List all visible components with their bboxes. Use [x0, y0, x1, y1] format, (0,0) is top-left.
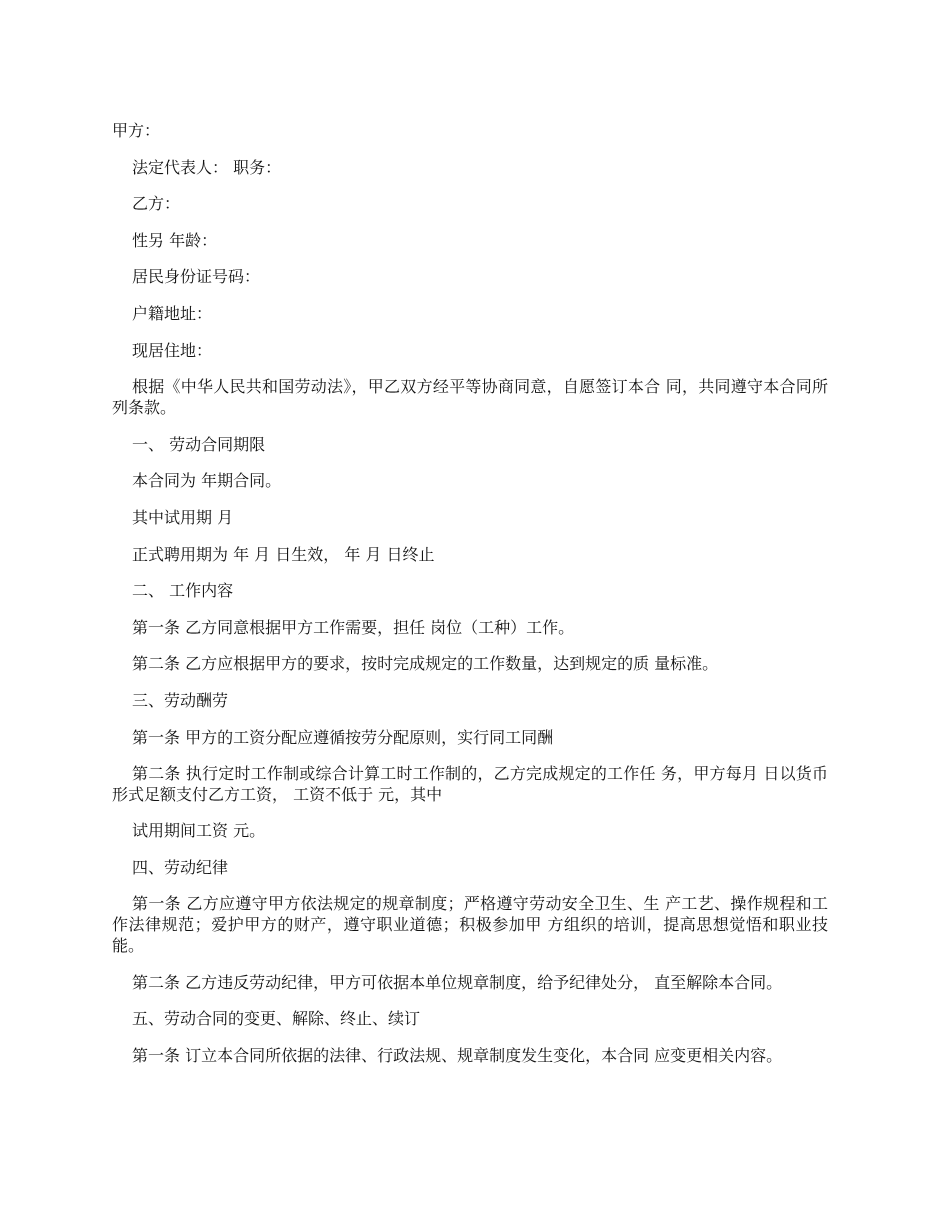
- section-heading-changes: 五、劳动合同的变更、解除、终止、续订: [132, 1009, 421, 1029]
- probation-wage-line: 试用期间工资 元。: [132, 821, 266, 841]
- contract-document: [112, 120, 828, 1082]
- pay-article-1: 第一条 甲方的工资分配应遵循按劳分配原则，实行同工同酬: [132, 727, 554, 747]
- section-heading-pay: 三、劳动酬劳: [132, 690, 229, 710]
- work-article-1: 第一条 乙方同意根据甲方工作需要，担任 岗位（工种）工作。: [132, 617, 575, 637]
- party-b-label: 乙方：: [132, 194, 181, 214]
- current-address-line: 现居住地：: [132, 340, 213, 360]
- discipline-article-2: 第二条 乙方违反劳动纪律，甲方可依据本单位规章制度，给予纪律处分， 直至解除本合同。: [132, 972, 783, 992]
- probation-paragraph: 其中试用期 月: [132, 507, 234, 527]
- formal-employment-paragraph: 正式聘用期为 年 月 日生效， 年 月 日终止: [132, 544, 435, 564]
- preamble-paragraph: 根据《中华人民共和国劳动法》，甲乙双方经平等协商同意，自愿签订本合 同，共同遵守本合同所列条款。: [112, 377, 828, 418]
- gender-age-line: 性另 年龄：: [132, 230, 218, 250]
- section-heading-discipline: 四、劳动纪律: [132, 857, 229, 877]
- section-heading-work: 二、 工作内容: [132, 581, 234, 601]
- section-heading-term: 一、 劳动合同期限: [132, 434, 266, 454]
- id-number-line: 居民身份证号码：: [132, 267, 261, 287]
- legal-representative-line: 法定代表人： 职务：: [132, 157, 282, 177]
- pay-article-2: 第二条 执行定时工作制或综合计算工时工作制的，乙方完成规定的工作任 务，甲方每月 日以货币形式足额支付乙方工资， 工资不低于 元，其中: [112, 764, 828, 805]
- household-address-line: 户籍地址：: [132, 303, 213, 323]
- work-article-2: 第二条 乙方应根据甲方的要求，按时完成规定的工作数量，达到规定的质 量标准。: [132, 654, 719, 674]
- contract-term-paragraph: 本合同为 年期合同。: [132, 471, 282, 491]
- changes-article-1: 第一条 订立本合同所依据的法律、行政法规、规章制度发生变化，本合同 应变更相关内容。: [132, 1046, 783, 1066]
- party-a-label: 甲方：: [112, 121, 161, 140]
- discipline-article-1: 第一条 乙方应遵守甲方依法规定的规章制度；严格遵守劳动安全卫生、生 产工艺、操作规程和工作法律规范；爱护甲方的财产，遵守职业道德；积极参加甲 方组织的培训，提高思想觉悟和职业技能。: [112, 894, 828, 956]
